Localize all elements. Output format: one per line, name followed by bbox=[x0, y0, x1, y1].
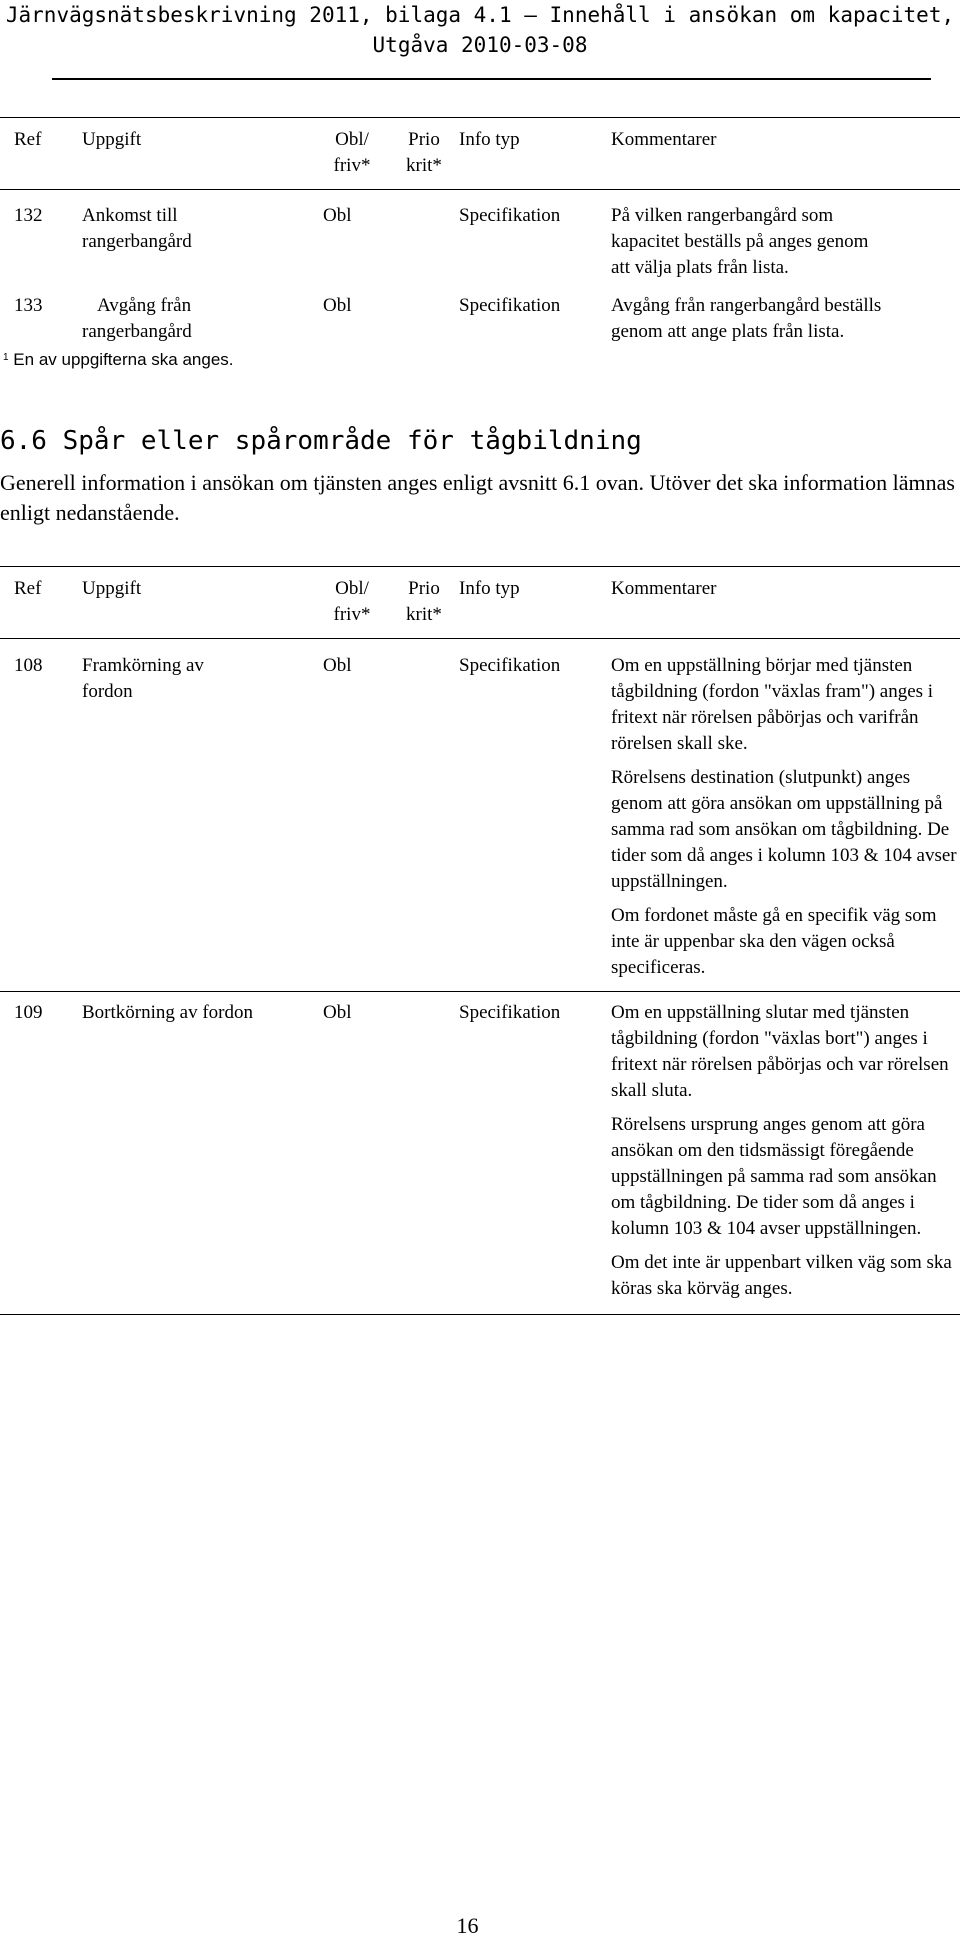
cell-ref: 108 bbox=[14, 655, 43, 676]
col-ref: Ref bbox=[14, 129, 42, 150]
col-prio-line2: krit* bbox=[406, 155, 442, 176]
cell-infotyp: Specifikation bbox=[459, 205, 561, 226]
cell-kommentar-line: kapacitet beställs på anges genom bbox=[611, 231, 869, 252]
cell-uppgift-line: Avgång från bbox=[97, 295, 192, 316]
footnote-text: En av uppgifterna ska anges. bbox=[13, 350, 234, 369]
cell-obl: Obl bbox=[323, 1002, 352, 1023]
col-kommentarer: Kommentarer bbox=[611, 129, 717, 150]
cell-ref: 109 bbox=[14, 1002, 43, 1023]
cell-uppgift-text: Framkörning av fordon bbox=[82, 655, 204, 702]
cell-kommentar-line: genom att ange plats från lista. bbox=[611, 321, 845, 342]
cell-infotyp: Specifikation bbox=[459, 1002, 561, 1023]
col-obl-line1: Obl/ bbox=[335, 578, 369, 599]
header-line-2: Utgåva 2010-03-08 bbox=[372, 33, 588, 57]
col-obl bbox=[315, 118, 389, 190]
cell-uppgift bbox=[63, 281, 315, 345]
col-obl-line2: friv* bbox=[333, 155, 371, 176]
col-obl bbox=[315, 567, 389, 639]
cell-obl: Obl bbox=[323, 295, 352, 316]
comment-paragraph: Rörelsens destination (slutpunkt) anges genom att göra ansökan om uppställning på samma rad som ansökan om tågbildning. De tider som då anges i kolumn 103 & 104 avser uppställningen. bbox=[611, 767, 957, 892]
cell-uppgift bbox=[63, 190, 315, 282]
cell-kommentar bbox=[611, 992, 960, 1315]
header-divider bbox=[52, 78, 931, 80]
col-prio-line1: Prio bbox=[408, 578, 440, 599]
section-heading: 6.6 Spår eller spårområde för tågbildning bbox=[0, 426, 642, 456]
col-prio-line1: Prio bbox=[408, 129, 440, 150]
cell-ref: 132 bbox=[14, 205, 43, 226]
table-header-row bbox=[0, 118, 960, 190]
footnote bbox=[3, 350, 234, 370]
comment-paragraph: Rörelsens ursprung anges genom att göra ansökan om den tidsmässigt föregående uppställningen på samma rad som ansökan om tågbildning. De tider som då anges i kolumn 103 & 104 avser uppställningen. bbox=[611, 1114, 937, 1239]
page-header bbox=[0, 0, 960, 60]
cell-infotyp: Specifikation bbox=[459, 655, 561, 676]
comment-paragraph: Om det inte är uppenbart vilken väg som ska köras ska körväg anges. bbox=[611, 1252, 952, 1299]
spec-table-1 bbox=[0, 117, 960, 345]
col-infotyp: Info typ bbox=[459, 129, 520, 150]
table-header-row bbox=[0, 567, 960, 639]
cell-uppgift-line: Ankomst till bbox=[82, 205, 178, 226]
section-intro-text: Generell information i ansökan om tjänsten anges enligt avsnitt 6.1 ovan. Utöver det ska information lämnas enligt nedanstående. bbox=[0, 470, 955, 525]
table-row bbox=[0, 992, 960, 1315]
col-kommentarer: Kommentarer bbox=[611, 578, 717, 599]
comment-paragraph: Om en uppställning börjar med tjänsten tågbildning (fordon "växlas fram") anges i fritext när rörelsen påbörjas och varifrån rörelsen skall ske. bbox=[611, 655, 934, 754]
col-uppgift: Uppgift bbox=[82, 578, 142, 599]
cell-uppgift: Bortkörning av fordon bbox=[82, 1002, 253, 1023]
cell-kommentar-line: Avgång från rangerbangård beställs bbox=[611, 295, 882, 316]
cell-uppgift-line: rangerbangård bbox=[82, 231, 192, 252]
page-number: 16 bbox=[456, 1913, 479, 1938]
col-infotyp: Info typ bbox=[459, 578, 520, 599]
cell-uppgift-line: rangerbangård bbox=[82, 321, 192, 342]
cell-kommentar-line: att välja plats från lista. bbox=[611, 257, 789, 278]
cell-kommentar bbox=[611, 190, 960, 282]
cell-kommentar bbox=[611, 281, 960, 345]
col-prio bbox=[389, 118, 459, 190]
comment-paragraph: Om fordonet måste gå en specifik väg som inte är uppenbar ska den vägen också specificeras. bbox=[611, 905, 937, 978]
col-prio-line2: krit* bbox=[406, 604, 442, 625]
cell-ref: 133 bbox=[14, 295, 43, 316]
cell-infotyp: Specifikation bbox=[459, 295, 561, 316]
col-obl-line2: friv* bbox=[333, 604, 371, 625]
cell-obl: Obl bbox=[323, 205, 352, 226]
col-obl-line1: Obl/ bbox=[335, 129, 369, 150]
col-prio bbox=[389, 567, 459, 639]
cell-uppgift bbox=[63, 639, 315, 992]
table-row bbox=[0, 639, 960, 992]
footnote-mark: 1 bbox=[3, 352, 9, 363]
cell-kommentar bbox=[611, 639, 960, 992]
spec-table-2 bbox=[0, 566, 960, 1315]
col-ref: Ref bbox=[14, 578, 42, 599]
comment-paragraph: Om en uppställning slutar med tjänsten tågbildning (fordon "växlas bort") anges i fritext när rörelsen påbörjas och var rörelsen skall sluta. bbox=[611, 1002, 949, 1101]
table-row bbox=[0, 190, 960, 282]
table-row bbox=[0, 281, 960, 345]
cell-kommentar-line: På vilken rangerbangård som bbox=[611, 205, 834, 226]
header-line-1: Järnvägsnätsbeskrivning 2011, bilaga 4.1 – Innehåll i ansökan om kapacitet, bbox=[5, 3, 955, 27]
cell-obl: Obl bbox=[323, 655, 352, 676]
col-uppgift: Uppgift bbox=[82, 129, 142, 150]
